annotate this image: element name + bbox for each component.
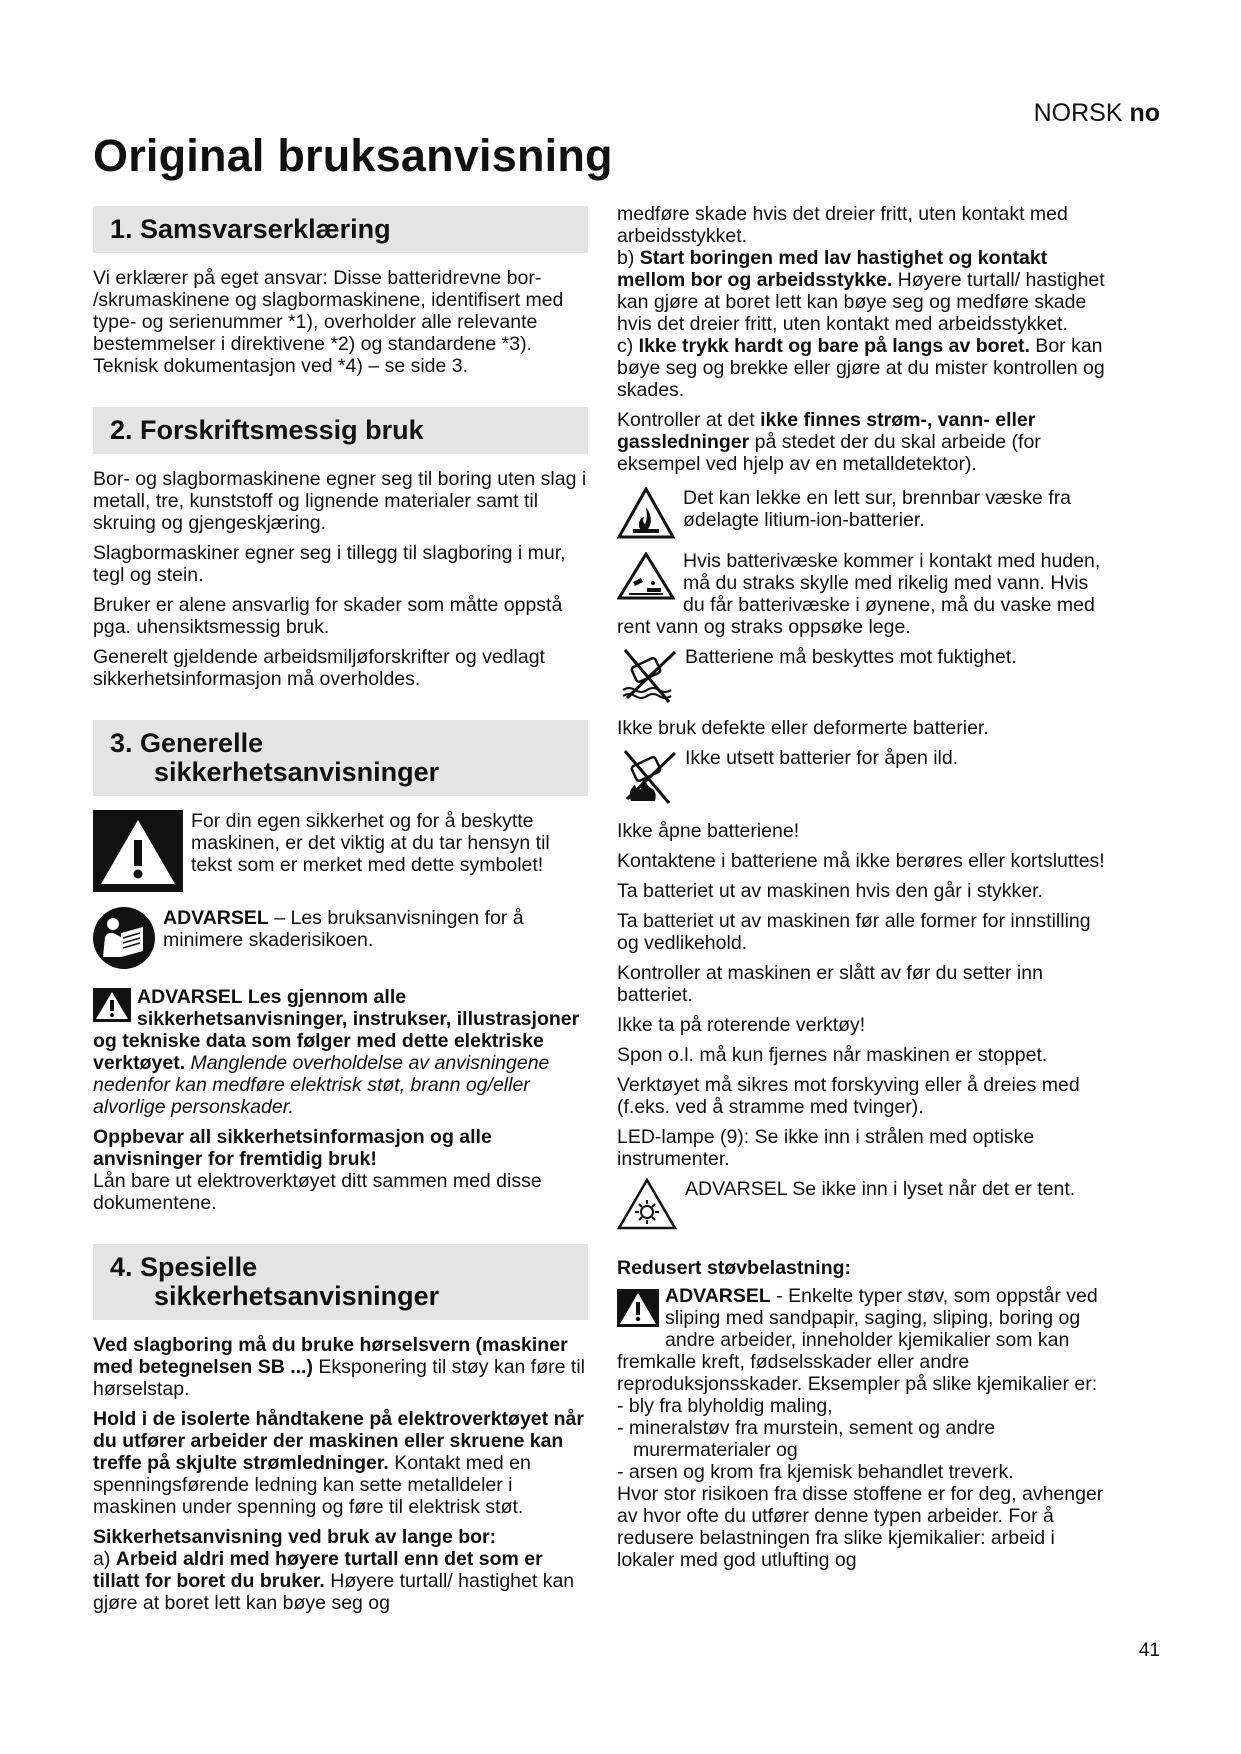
defect-battery-text: Ikke bruk defekte eller deformerte batterier.	[617, 717, 989, 739]
read-manual-text	[163, 907, 588, 951]
long-drill-c-text: Bor kan bøye seg og brekke eller gjøre at du mister kontrollen og skades.	[617, 335, 1105, 401]
section-4-heading-line1: 4. Spesielle	[110, 1252, 258, 1282]
section-3-heading-line1: 3. Generelle	[110, 728, 264, 758]
light-warning-block	[617, 1178, 1112, 1235]
section-2-p3: Bruker er alene ansvarlig for skader som måtte oppstå pga. uhensiktsmessig bruk.	[93, 594, 563, 638]
section-2-heading: 2. Forskriftsmessig bruk	[93, 407, 588, 454]
left-column	[93, 206, 588, 1614]
battery-item-1: Ikke åpne batteriene!	[617, 820, 800, 842]
dust-warning-block	[617, 1285, 1112, 1571]
general-warning-bold: ADVARSEL Les gjennom alle sikkerhetsanvisninger, instrukser, illustrasjoner og tekniske data som følger med dette elektriske verktøyet.	[93, 986, 580, 1074]
section-2-p1: Bor- og slagbormaskinene egner seg til boring uten slag i metall, tre, kunststoff og lignende materialer samt til skruing og gjengeskjæring.	[93, 468, 587, 534]
long-drill-b-prefix: b)	[617, 247, 640, 269]
section-4-p2	[93, 1408, 588, 1518]
corrosive-text: Hvis batterivæske kommer i kontakt med huden, må du straks skylle med rikelig med vann. Hvis du får batterivæske i øynene, må du vaske med rent vann og straks oppsøke lege.	[617, 550, 1101, 638]
flammable-block	[617, 487, 1112, 544]
section-1-text: Vi erklærer på eget ansvar: Disse batteridrevne bor- /skrumaskinene og slagbormaskinene, identifisert med type- og serienummer *1), overholder alle relevante bestemmelser i direktivene *2) og standardene *3). Teknisk dokumentasjon ved *4) – se side 3.	[93, 267, 564, 377]
language-code: no	[1129, 99, 1160, 127]
check-lines-paragraph	[617, 409, 1112, 475]
right-column	[617, 203, 1112, 1571]
section-4-p1-bold: Ved slagboring må du bruke hørselsvern (maskiner med betegnelsen SB ...)	[93, 1334, 568, 1378]
page-number: 41	[1138, 1640, 1160, 1661]
warning-symbol-block	[93, 810, 588, 897]
check-lines-a: Kontroller at det	[617, 409, 761, 431]
battery-item-8: Verktøyet må sikres mot forskyving eller å dreies med (f.eks. ved å stramme med tvinger).	[617, 1074, 1080, 1118]
dust-warning-icon	[617, 1289, 659, 1332]
language-name: NORSK	[1033, 99, 1123, 127]
long-drill-a-continued: medføre skade hvis det dreier fritt, uten kontakt med arbeidsstykket.	[617, 203, 1068, 247]
dust-warning-text: - Enkelte typer støv, som oppstår ved sliping med sandpapir, saging, sliping, boring og andre arbeider, inneholder kjemikalier som kan fremkalle kreft, fødselsskader eller andre reproduksjonsskader. Eksempler på slike kjemikalier er:	[617, 1285, 1098, 1395]
read-manual-icon	[93, 907, 155, 974]
keep-info-bold: Oppbevar all sikkerhetsinformasjon og alle anvisninger for fremtidig bruk!	[93, 1126, 492, 1170]
battery-item-9: LED-lampe (9): Se ikke inn i strålen med optiske instrumenter.	[617, 1126, 1035, 1170]
section-4-heading	[93, 1244, 588, 1320]
section-4-p2-bold: Hold i de isolerte håndtakene på elektroverktøyet når du utfører arbeider der maskinen eller skruene kan treffe på skjulte strømledninger.	[93, 1408, 584, 1474]
dust-list-item-2b: murermaterialer og	[633, 1439, 798, 1461]
no-moisture-icon	[617, 646, 677, 709]
keep-info-text: Lån bare ut elektroverktøyet ditt sammen med disse dokumentene.	[93, 1170, 542, 1214]
section-4-p3-a-text: Høyere turtall/ hastighet kan gjøre at boret lett kan bøye seg og	[93, 1570, 575, 1614]
battery-item-4: Ta batteriet ut av maskinen før alle former for innstilling og vedlikehold.	[617, 910, 1091, 954]
section-1-heading: 1. Samsvarserklæring	[93, 206, 588, 253]
section-4-p3-heading: Sikkerhetsanvisning ved bruk av lange bor:	[93, 1526, 497, 1548]
flammable-text: Det kan lekke en lett sur, brennbar væske fra ødelagte litium-ion-batterier.	[683, 487, 1072, 531]
read-manual-rest: – Les bruksanvisningen for å minimere skaderisikoen.	[163, 907, 524, 951]
warning-large-icon	[93, 810, 183, 897]
section-4-p1	[93, 1334, 588, 1400]
general-warning-italic: Manglende overholdelse av anvisningene nedenfor kan medføre elektrisk støt, brann og/eller alvorlige personskader.	[93, 1052, 550, 1118]
dust-end-text: Hvor stor risikoen fra disse stoffene er for deg, avhenger av hvor ofte du utfører denne typen arbeider. For å redusere belastningen fra slike kjemikalier: arbeid i lokaler med god utlufting og	[617, 1483, 1104, 1571]
section-4-p3-a-prefix: a)	[93, 1548, 116, 1570]
fire-block	[617, 747, 1112, 810]
section-4-p1-text: Eksponering til støy kan føre til hørselstap.	[93, 1356, 585, 1400]
dust-heading: Redusert støvbelastning:	[617, 1257, 852, 1279]
long-drill-c-prefix: c)	[617, 335, 639, 357]
dust-list-item-1: - bly fra blyholdig maling,	[617, 1395, 833, 1417]
corrosive-icon	[617, 552, 675, 605]
warning-symbol-text: For din egen sikkerhet og for å beskytte maskinen, er det viktig at du tar hensyn til tekst som er merket med dette symbolet!	[191, 810, 550, 876]
general-warning-paragraph	[93, 986, 588, 1118]
language-label	[1034, 99, 1160, 128]
moisture-text: Batteriene må beskyttes mot fuktighet.	[685, 646, 1017, 668]
battery-item-7: Spon o.l. må kun fjernes når maskinen er stoppet.	[617, 1044, 1048, 1066]
small-warning-icon	[93, 988, 131, 1027]
dust-warning-bold: ADVARSEL	[665, 1285, 771, 1307]
dust-list-item-3: - arsen og krom fra kjemisk behandlet treverk.	[617, 1461, 1014, 1483]
fire-text: Ikke utsett batterier for åpen ild.	[685, 747, 959, 769]
long-drill-b	[617, 247, 1112, 335]
light-warning-text: ADVARSEL Se ikke inn i lyset når det er tent.	[685, 1178, 1076, 1200]
battery-item-5: Kontroller at maskinen er slått av før du setter inn batteriet.	[617, 962, 1043, 1006]
section-4-p3	[93, 1526, 588, 1614]
section-3-heading	[93, 720, 588, 796]
section-4-heading-line2: sikkerhetsanvisninger	[154, 1281, 440, 1311]
check-lines-bold: ikke finnes strøm-, vann- eller gassledninger	[617, 409, 1036, 453]
read-manual-block	[93, 907, 588, 974]
flammable-icon	[617, 487, 675, 544]
page-title: Original bruksanvisning	[93, 130, 613, 181]
check-lines-b: på stedet der du skal arbeide (for eksempel ved hjelp av en metalldetektor).	[617, 431, 1041, 475]
battery-item-3: Ta batteriet ut av maskinen hvis den går i stykker.	[617, 880, 1043, 902]
no-fire-icon	[617, 747, 677, 810]
battery-item-2: Kontaktene i batteriene må ikke berøres eller kortsluttes!	[617, 850, 1105, 872]
dust-list-item-2: - mineralstøv fra murstein, sement og andre	[617, 1417, 996, 1439]
corrosive-block	[617, 550, 1112, 638]
section-2-p2: Slagbormaskiner egner seg i tillegg til slagboring i mur, tegl og stein.	[93, 542, 566, 586]
long-drill-b-text: Høyere turtall/ hastighet kan gjøre at boret lett kan bøye seg og medføre skade hvis det dreier fritt, uten kontakt med arbeidsstykket.	[617, 269, 1105, 335]
long-drill-b-bold: Start boringen med lav hastighet og kontakt mellom bor og arbeidsstykke.	[617, 247, 1048, 291]
read-manual-bold: ADVARSEL	[163, 907, 269, 929]
section-2-p4: Generelt gjeldende arbeidsmiljøforskrifter og vedlagt sikkerhetsinformasjon må overholdes.	[93, 646, 545, 690]
keep-info-paragraph	[93, 1126, 588, 1214]
section-3-heading-line2: sikkerhetsanvisninger	[154, 757, 440, 787]
long-drill-c	[617, 335, 1112, 401]
light-warning-icon	[617, 1178, 677, 1235]
section-4-p2-text: Kontakt med en spenningsførende ledning kan sette metalldeler i maskinen under spenning og føre til elektrisk støt.	[93, 1452, 531, 1518]
battery-item-6: Ikke ta på roterende verktøy!	[617, 1014, 866, 1036]
long-drill-c-bold: Ikke trykk hardt og bare på langs av boret.	[638, 335, 1030, 357]
section-4-p3-a-bold: Arbeid aldri med høyere turtall enn det som er tillatt for boret du bruker.	[93, 1548, 543, 1592]
moisture-block	[617, 646, 1112, 709]
